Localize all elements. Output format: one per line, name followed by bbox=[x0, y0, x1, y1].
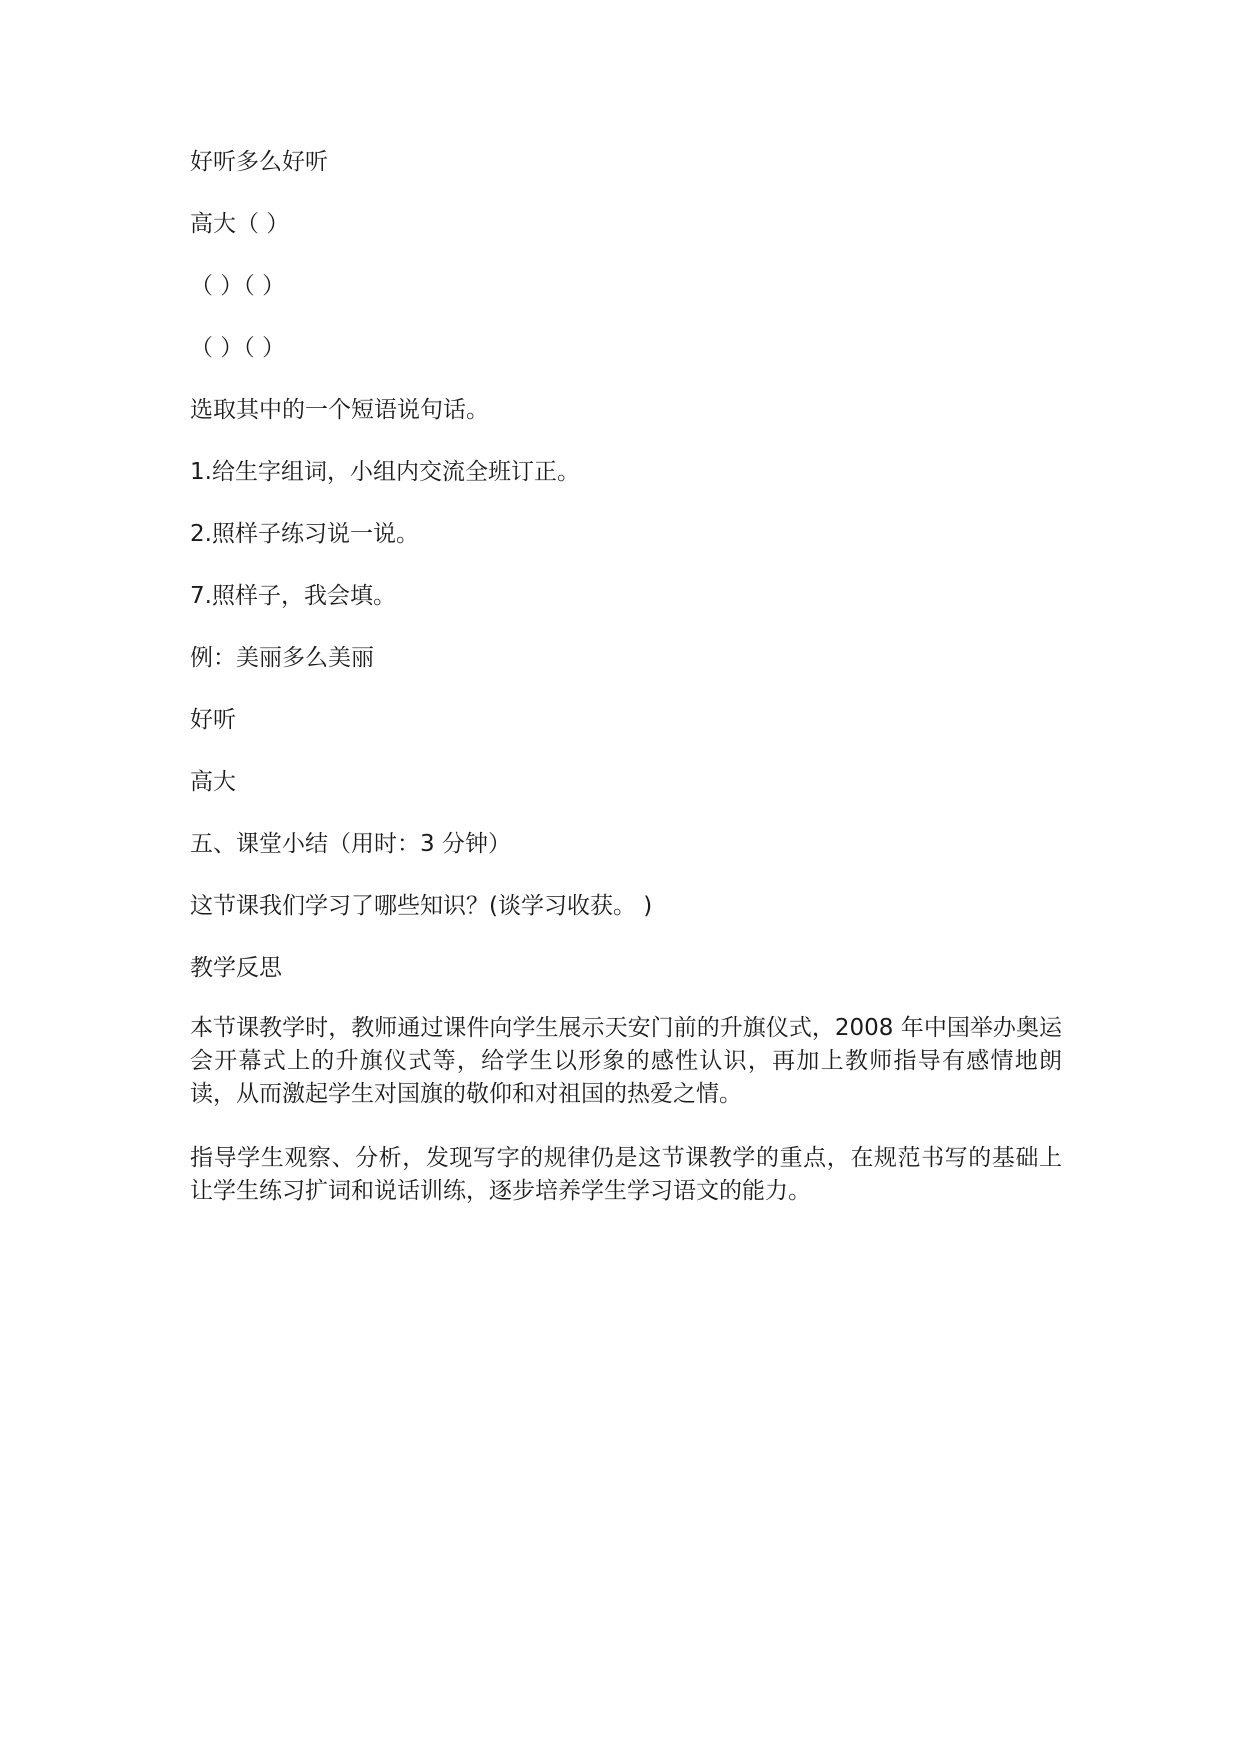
section-heading-summary: 五、课堂小结（用时：3 分钟） bbox=[190, 831, 511, 857]
summary-question: 这节课我们学习了哪些知识？(谈学习收获。 ) bbox=[190, 893, 653, 919]
text-line-4: （ ）（ ） bbox=[190, 335, 286, 361]
exercise-item-7: 7.照样子，我会填。 bbox=[190, 583, 396, 609]
text-line-11: 高大 bbox=[190, 769, 236, 795]
text-line-5: 选取其中的一个短语说句话。 bbox=[190, 397, 489, 423]
exercise-item-2: 2.照样子练习说一说。 bbox=[190, 521, 419, 547]
section-heading-reflection: 教学反思 bbox=[190, 955, 282, 981]
exercise-item-1: 1.给生字组词，小组内交流全班订正。 bbox=[190, 459, 580, 485]
example-line: 例：美丽多么美丽 bbox=[190, 645, 374, 671]
text-line-10: 好听 bbox=[190, 707, 236, 733]
text-line-3: （ ）（ ） bbox=[190, 273, 286, 299]
text-line-2: 高大（ ） bbox=[190, 211, 290, 237]
reflection-paragraph-1: 本节课教学时，教师通过课件向学生展示天安门前的升旗仪式，2008 年中国举办奥运会开幕式上的升旗仪式等，给学生以形象的感性认识，再加上教师指导有感情地朗读，从而激起学生对国旗的敬仰和对祖国的热爱之情。 bbox=[190, 1015, 1062, 1107]
reflection-paragraph-2: 指导学生观察、分析，发现写字的规律仍是这节课教学的重点，在规范书写的基础上让学生练习扩词和说话训练，逐步培养学生学习语文的能力。 bbox=[190, 1145, 1062, 1204]
text-line-1: 好听多么好听 bbox=[190, 149, 328, 175]
